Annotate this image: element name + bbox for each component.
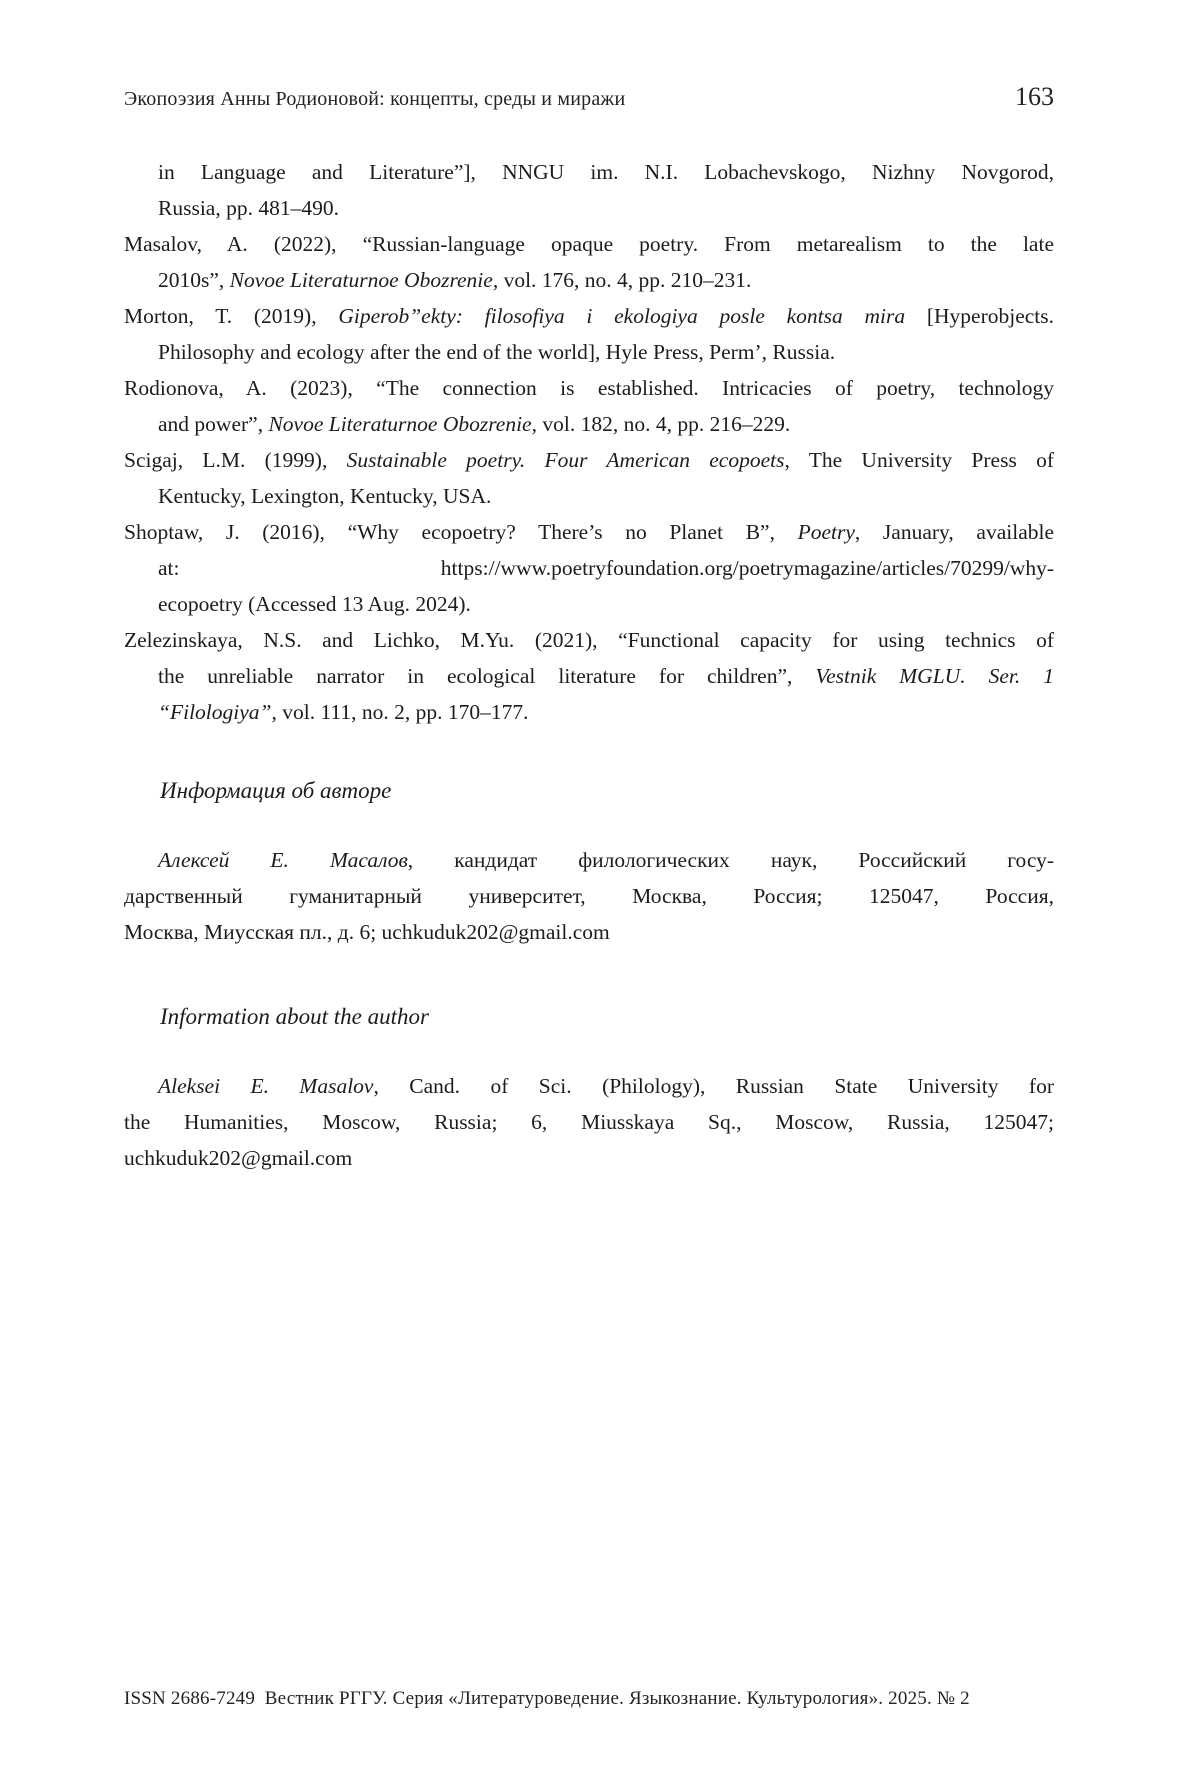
text-segment: дарственный гуманитарный университет, Москва, Россия; 125047, Россия, xyxy=(124,884,1054,908)
text-segment: [Hyperobjects. xyxy=(905,304,1055,328)
footer-issn-line: ISSN 2686-7249 Вестник РГГУ. Серия «Литературоведение. Языкознание. Культурология». 2025. № 2 xyxy=(124,1688,970,1709)
text-line xyxy=(124,1140,1054,1176)
italic-text-segment: Aleksei E. Masalov xyxy=(158,1074,374,1098)
text-segment: the unreliable narrator in ecological literature for children”, xyxy=(158,664,816,688)
text-segment: 2010s”, xyxy=(158,268,230,292)
running-head xyxy=(124,82,1054,112)
author-info-heading-ru: Информация об авторе xyxy=(160,778,392,803)
text-line xyxy=(124,1068,1054,1104)
text-segment: Philosophy and ecology after the end of the world], Hyle Press, Perm’, Russia. xyxy=(158,340,836,364)
text-segment: , The University Press of xyxy=(784,448,1054,472)
reference-entry xyxy=(124,622,1054,730)
text-line xyxy=(124,478,1054,514)
italic-text-segment: Novoe Literaturnoe Obozrenie xyxy=(229,268,493,292)
text-segment: the Humanities, Moscow, Russia; 6, Miusskaya Sq., Moscow, Russia, 125047; xyxy=(124,1110,1054,1134)
text-line xyxy=(124,298,1054,334)
text-segment: Zelezinskaya, N.S. and Lichko, M.Yu. (2021), “Functional capacity for using technics of xyxy=(124,628,1054,652)
text-segment: Москва, Миусская пл., д. 6; uchkuduk202@gmail.com xyxy=(124,920,610,944)
page-number: 163 xyxy=(1015,82,1054,111)
references-list xyxy=(124,154,1054,730)
text-line xyxy=(124,586,1054,622)
text-line xyxy=(124,334,1054,370)
text-line xyxy=(124,658,1054,694)
text-segment: , Cand. of Sci. (Philology), Russian State University for xyxy=(373,1074,1054,1098)
text-segment: , vol. 111, no. 2, pp. 170–177. xyxy=(271,700,529,724)
text-line xyxy=(124,190,1054,226)
italic-text-segment: Novoe Literaturnoe Obozrenie xyxy=(268,412,532,436)
reference-entry xyxy=(124,514,1054,622)
text-segment: ecopoetry (Accessed 13 Aug. 2024). xyxy=(158,592,471,616)
text-segment: in Language and Literature”], NNGU im. N.I. Lobachevskogo, Nizhny Novgorod, xyxy=(158,160,1054,184)
text-line xyxy=(124,842,1054,878)
text-line xyxy=(124,406,1054,442)
italic-text-segment: “Filologiya” xyxy=(158,700,272,724)
text-segment: Shoptaw, J. (2016), “Why ecopoetry? There’s no Planet B”, xyxy=(124,520,798,544)
reference-entry xyxy=(124,298,1054,370)
text-segment: Scigaj, L.M. (1999), xyxy=(124,448,347,472)
text-segment: , vol. 182, no. 4, pp. 216–229. xyxy=(531,412,791,436)
italic-text-segment: Sustainable poetry. Four American ecopoets xyxy=(346,448,785,472)
text-line xyxy=(124,694,1054,730)
text-segment: and power”, xyxy=(158,412,269,436)
text-line xyxy=(124,442,1054,478)
text-segment: Kentucky, Lexington, Kentucky, USA. xyxy=(158,484,492,508)
text-segment: Masalov, A. (2022), “Russian-language opaque poetry. From metarealism to the late xyxy=(124,232,1054,256)
text-segment: uchkuduk202@gmail.com xyxy=(124,1146,353,1170)
text-line xyxy=(124,154,1054,190)
text-line xyxy=(124,914,1054,950)
text-segment: , vol. 176, no. 4, pp. 210–231. xyxy=(492,268,752,292)
text-line xyxy=(124,878,1054,914)
author-info-paragraph-ru xyxy=(124,842,1054,950)
author-info-paragraph-en xyxy=(124,1068,1054,1176)
italic-text-segment: Vestnik MGLU. Ser. 1 xyxy=(815,664,1054,688)
text-line xyxy=(124,622,1054,658)
text-line xyxy=(124,1104,1054,1140)
reference-entry xyxy=(124,370,1054,442)
running-title: Экопоэзия Анны Родионовой: концепты, среды и миражи xyxy=(124,88,626,110)
text-segment: , кандидат филологических наук, Российский госу- xyxy=(407,848,1054,872)
text-segment: Rodionova, A. (2023), “The connection is established. Intricacies of poetry, technology xyxy=(124,376,1054,400)
text-segment: at: https://www.poetryfoundation.org/poetrymagazine/articles/70299/why- xyxy=(158,556,1054,580)
text-line xyxy=(124,226,1054,262)
text-segment: Morton, T. (2019), xyxy=(124,304,339,328)
reference-entry xyxy=(124,154,1054,226)
text-line xyxy=(124,370,1054,406)
italic-text-segment: Giperob”ekty: filosofiya i ekologiya posle kontsa mira xyxy=(338,304,906,328)
text-line xyxy=(124,262,1054,298)
text-line xyxy=(124,514,1054,550)
text-segment: , January, available xyxy=(854,520,1054,544)
text-segment: Russia, pp. 481–490. xyxy=(158,196,339,220)
italic-text-segment: Poetry xyxy=(797,520,855,544)
reference-entry xyxy=(124,226,1054,298)
reference-entry xyxy=(124,442,1054,514)
author-info-heading-en: Information about the author xyxy=(160,1004,429,1029)
italic-text-segment: Алексей Е. Масалов xyxy=(158,848,408,872)
text-line xyxy=(124,550,1054,586)
